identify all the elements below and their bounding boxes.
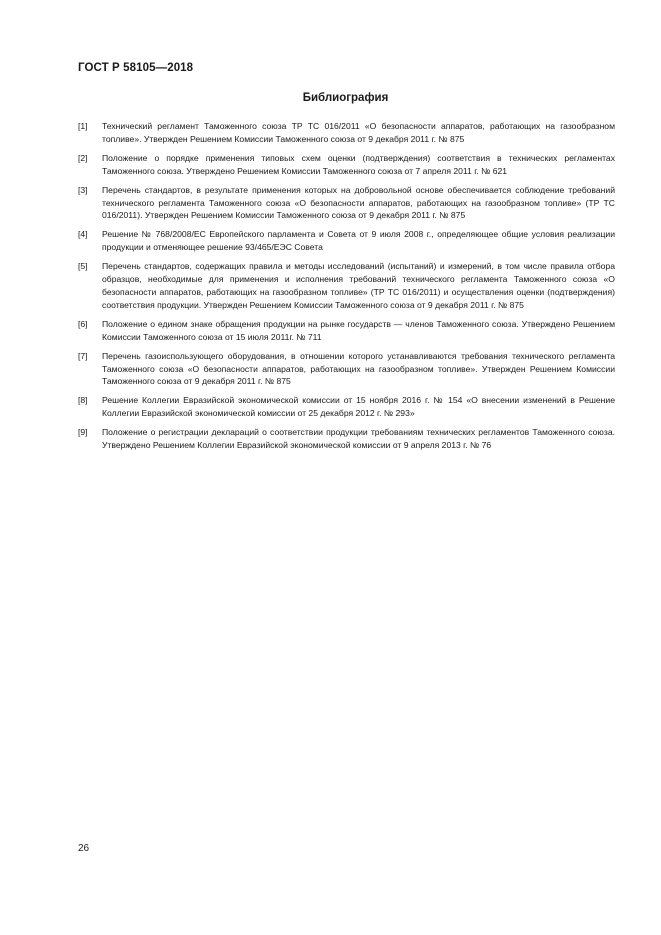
bibliography-item-text: Решение № 768/2008/ЕС Европейского парламента и Совета от 9 июля 2008 г., определяющее общие условия реализации продукции и отменяющее решение 93/465/ЕЭС Совета <box>102 229 615 253</box>
bibliography-item-number: [3] <box>78 184 88 195</box>
bibliography-item-text: Перечень стандартов, содержащих правила и методы исследований (испытаний) и измерений, в том числе правила отбора образцов, необходимые для применения и исполнения требований технического регламента Таможенного союза «О безопасности аппаратов, работающих на газообразном топливе» (ТР ТС 016/2011) и осуществления оценки (подтверждения) соответствия продукции. Утвержден Решением Комиссии Таможенного союза от 9 декабря 2011 г. № 875 <box>102 261 615 310</box>
bibliography-item-number: [2] <box>78 152 88 163</box>
bibliography-item-number: [4] <box>78 229 88 240</box>
bibliography-item-number: [9] <box>78 427 88 438</box>
bibliography-item-number: [6] <box>78 318 88 329</box>
bibliography-item-text: Положение о порядке применения типовых схем оценки (подтверждения) соответствия в технических регламентах Таможенного союза. Утверждено Решением Комиссии Таможенного союза от 7 апреля 2011 г. № 621 <box>102 152 615 176</box>
bibliography-item <box>78 350 615 389</box>
bibliography-item-text: Перечень газоиспользующего оборудования, в отношении которого устанавливаются требования технического регламента Таможенного союза «О безопасности аппаратов, работающих на газообразном топливе». Утвержден Решением Комиссии Таможенного союза от 9 декабря 2011 г. № 875 <box>102 350 615 387</box>
bibliography-item-number: [1] <box>78 121 88 131</box>
bibliography-item <box>78 394 615 420</box>
bibliography-item <box>78 318 615 344</box>
bibliography-item <box>78 228 615 254</box>
bibliography-item <box>78 120 615 146</box>
bibliography-title: Библиография <box>302 92 389 104</box>
bibliography-list <box>78 120 615 458</box>
bibliography-item-text: Решение Коллегии Евразийской экономической комиссии от 15 ноября 2016 г. № 154 «О внесении изменений в Решение Коллегии Евразийской экономической комиссии от 25 декабря 2012 г. № 293» <box>102 395 615 419</box>
bibliography-item-text: Технический регламент Таможенного союза ТР ТС 016/2011 «О безопасности аппаратов, работающих на газообразном топливе». Утвержден Решением Комиссии Таможенного союза от 9 декабря 2011 г. № 875 <box>102 121 615 144</box>
bibliography-item <box>78 184 615 223</box>
bibliography-item-number: [8] <box>78 395 88 406</box>
bibliography-item-text: Положение о регистрации деклараций о соответствии продукции требованиям технических регламентов Таможенного союза. Утверждено Решением Коллегии Евразийской экономической комиссии от 9 апреля 2013 г. № 76 <box>102 427 615 451</box>
bibliography-item <box>78 426 615 452</box>
bibliography-item <box>78 260 615 312</box>
document-code-header: ГОСТ Р 58105—2018 <box>78 62 194 74</box>
bibliography-item-number: [5] <box>78 261 88 272</box>
bibliography-item <box>78 152 615 178</box>
bibliography-item-text: Перечень стандартов, в результате применения которых на добровольной основе обеспечивается соблюдение требований технического регламента Таможенного союза «О безопасности аппаратов, работающих на газообразном топливе» (ТР ТС 016/2011). Утвержден Решением Комиссии Таможенного союза от 9 декабря 2011 г. № 875 <box>102 184 615 221</box>
bibliography-item-number: [7] <box>78 350 88 361</box>
bibliography-item-text: Положение о едином знаке обращения продукции на рынке государств — членов Таможенного союза. Утверждено Решением Комиссии Таможенного союза от 15 июля 2011г. № 711 <box>102 318 615 342</box>
page-number: 26 <box>78 843 90 854</box>
